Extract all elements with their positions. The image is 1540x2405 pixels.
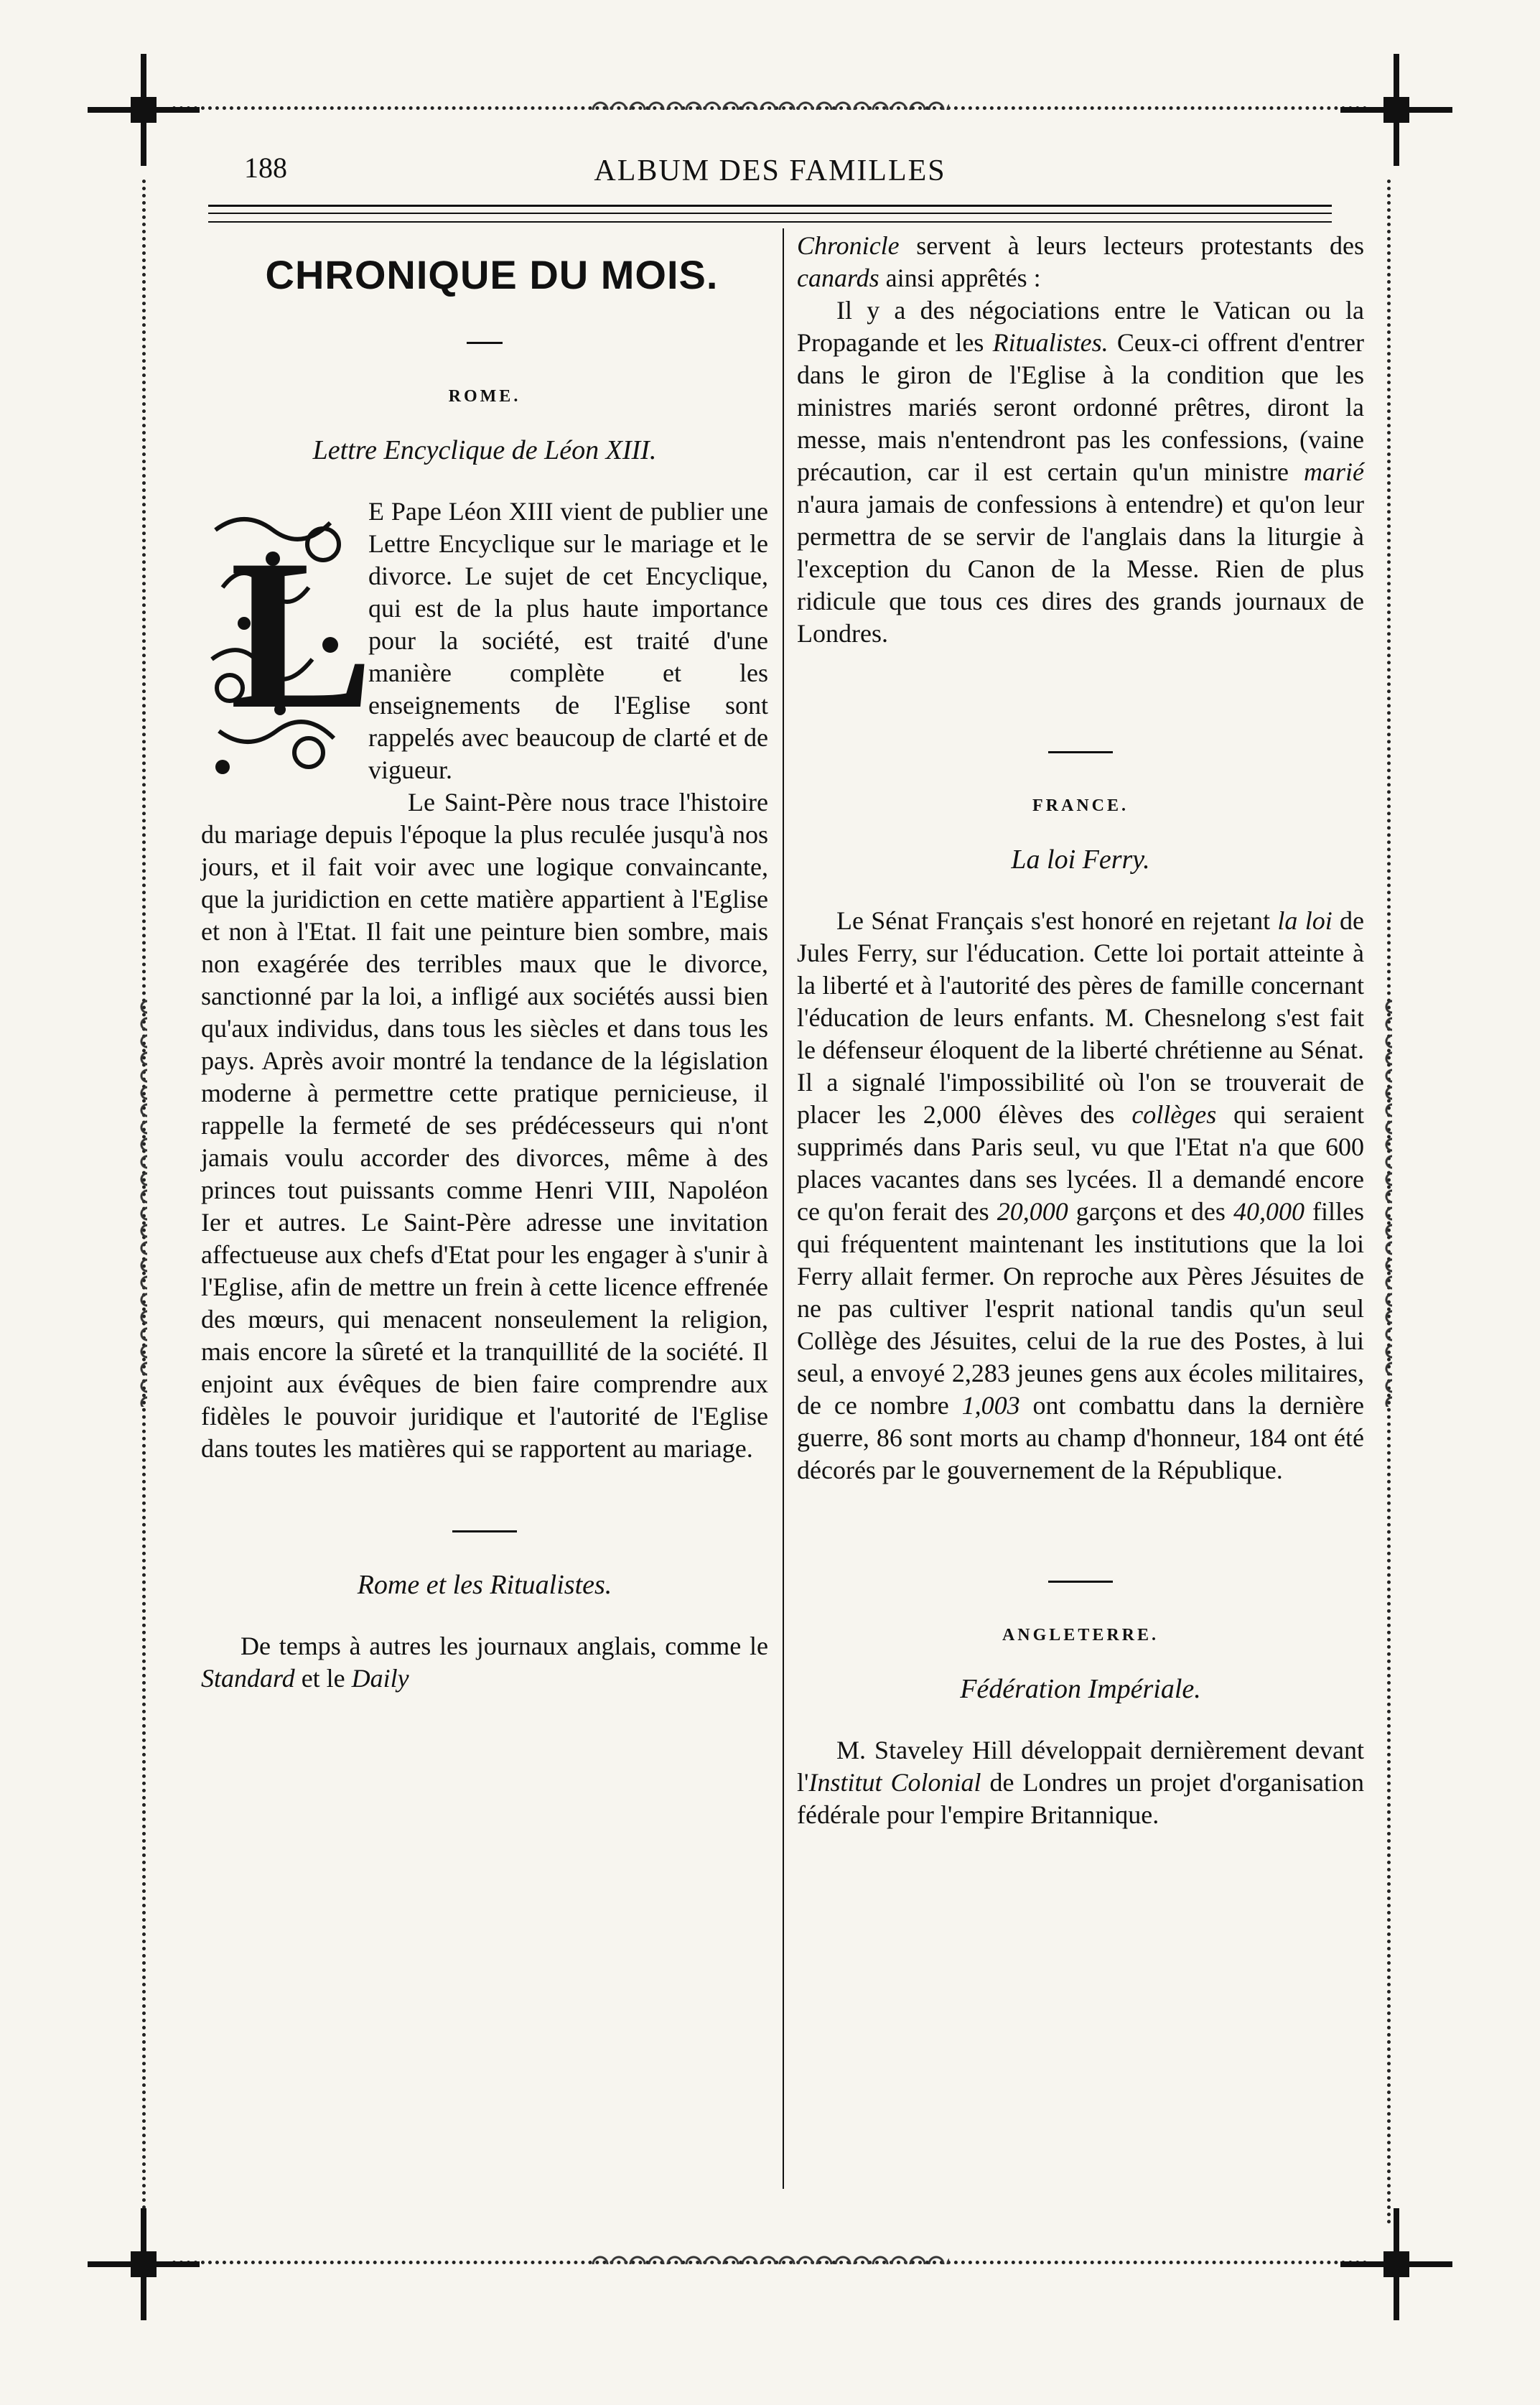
section-subheading-loi-ferry: La loi Ferry. <box>1011 845 1150 875</box>
section-subheading-encyclical: Lettre Encyclique de Léon XIII. <box>312 435 657 465</box>
frame-corner-ornament <box>118 85 169 135</box>
section-subheading-federation: Fédération Impériale. <box>960 1674 1201 1704</box>
running-title: ALBUM DES FAMILLES <box>594 154 946 187</box>
dropcap-letter: L <box>230 515 374 753</box>
page-header <box>208 144 1332 194</box>
chronicle-title: CHRONIQUE DU MOIS. <box>265 252 719 297</box>
angleterre-paragraph: M. Staveley Hill développait dernièrement devant l'Institut Colonial de Londres un projet d'organisation fédérale pour l'empire Britannique. <box>797 1736 1364 1829</box>
encyclical-article <box>201 496 768 1465</box>
encyclical-paragraph-1: E Pape Léon XIII vient de publier une Lettre Encyclique sur le mariage et le divorce. Le sujet de cet Encyclique, qui est de la plus haute importance pour la société, est traité d'une manière complète et les enseignements de l'Eglise sont rappelés avec beaucoup de clarté et de vigueur. <box>368 497 768 784</box>
right-column <box>797 230 1364 2212</box>
ornate-dropcap <box>201 501 374 789</box>
section-heading-france: FRANCE. <box>1032 796 1129 815</box>
section-heading-rome: ROME. <box>448 387 521 406</box>
ritualists-paragraph-1: De temps à autres les journaux anglais, comme le Standard et le Daily <box>201 1632 768 1693</box>
separator-dash <box>201 320 768 352</box>
frame-corner-ornament <box>1371 2239 1422 2289</box>
ritualists-paragraph-2: Il y a des négociations entre le Vatican ou la Propagande et les Ritualistes. Ceux-ci offrent d'entrer dans le giron de l'Eglise à la condition que les ministres mariés seront ordonné prêtres, diront la messe, mais n'entendront pas les confessions, (vaine précaution, car il est certain qu'un ministre marié n'aura jamais de confessions à entendre) et qu'on leur permettra de se servir de l'anglais dans la liturgie à l'exception du Canon de la Messe. Rien de plus ridicule que tous ces dires des grands journaux de Londres. <box>797 296 1364 648</box>
frame-left-border <box>142 180 153 2225</box>
header-rule <box>208 205 1332 207</box>
frame-top-border <box>172 106 1368 120</box>
frame-corner-ornament <box>1371 85 1422 135</box>
frame-right-wave <box>1383 998 1392 1408</box>
section-subheading-ritualists: Rome et les Ritualistes. <box>357 1570 612 1600</box>
section-heading-angleterre: ANGLETERRE. <box>1002 1626 1159 1645</box>
header-rule <box>208 213 1332 214</box>
frame-top-wave <box>591 100 950 110</box>
france-paragraph: Le Sénat Français s'est honoré en rejetant la loi de Jules Ferry, sur l'éducation. Cette loi portait atteinte à la liberté et à l'autorité des pères de famille concernant l'éducation de leurs enfants. M. Chesnelong s'est fait le défenseur éloquent de la liberté chrétienne au Sénat. Il a signalé l'impossibilité où l'on se trouverait de placer les 2,000 élèves des collèges qui seraient supprimés dans Paris seul, vu que l'Etat n'a que 600 places vacantes dans ses lycées. Il a demandé encore ce qu'on ferait des 20,000 garçons et des 40,000 filles qui fréquentent maintenant les institutions que la loi Ferry allait fermer. On reproche aux Pères Jésuites de ne pas cultiver l'esprit national tandis qu'un seul Collège des Jésuites, celui de la rue des Postes, à lui seul, a envoyé 2,283 jeunes gens aux écoles militaires, de ce nombre 1,003 ont combattu dans la dernière guerre, 86 sont morts au champ d'honneur, 184 ont été décorés par le gouvernement de la République. <box>797 906 1364 1484</box>
frame-bottom-wave <box>591 2254 950 2264</box>
left-column <box>201 230 768 2212</box>
separator-dash <box>797 729 1364 761</box>
frame-corner-ornament <box>118 2239 169 2289</box>
page-number: 188 <box>244 152 287 184</box>
column-divider <box>783 228 784 2189</box>
separator-dash <box>201 1508 768 1540</box>
ritualists-paragraph-1-continued: Chronicle servent à leurs lecteurs protestants des canards ainsi apprêtés : <box>797 231 1364 292</box>
header-rule <box>208 221 1332 223</box>
frame-right-border <box>1387 180 1398 2225</box>
frame-bottom-border <box>172 2261 1368 2274</box>
frame-left-wave <box>139 998 147 1408</box>
encyclical-paragraph-2: Le Saint-Père nous trace l'histoire du mariage depuis l'époque la plus reculée jusqu'à nos jours, et il fait voir avec une logique convaincante, que la juridiction en cette matière appartient à l'Eglise et non à l'Etat. Il fait une peinture bien sombre, mais non exagérée des terribles maux que le divorce, sanctionné par la loi, a infligé aux sociétés aussi bien qu'aux individus, dans tous les siècles et dans tous les pays. Après avoir montré la tendance de la législation moderne à permettre cette pratique pernicieuse, il rappelle la fermeté de ses prédécesseurs qui n'ont jamais voulu accorder des divorces, même à des princes tout puissants comme Henri VIII, Napoléon Ier et autres. Le Saint-Père adresse une invitation affectueuse aux chefs d'Etat pour les engager à s'unir à l'Eglise, afin de mettre un frein à cette licence effrenée des mœurs, qui menacent nonseulement la religion, mais encore la sûreté et la tranquillité de la société. Il enjoint aux évêques de bien faire comprendre aux fidèles le pouvoir juridique et l'autorité de l'Eglise dans toutes les matières qui se rapportent au mariage. <box>201 788 768 1463</box>
separator-dash <box>797 1558 1364 1591</box>
